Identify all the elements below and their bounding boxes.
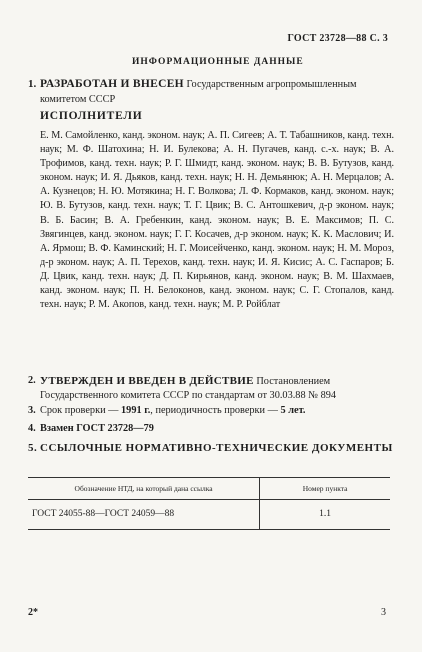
table-row (28, 500, 390, 530)
table-header-clause: Номер пункта (260, 478, 390, 500)
table-cell-document: ГОСТ 24055-88—ГОСТ 24059—88 (28, 500, 260, 530)
table-header-document: Обозначение НТД, на который дана ссылка (28, 478, 260, 500)
page-header: ГОСТ 23728—88 С. 3 (287, 33, 388, 44)
executors-heading: ИСПОЛНИТЕЛИ (40, 110, 143, 122)
section-5-number: 5. (28, 442, 38, 454)
footer-sheet-mark: 2* (28, 607, 38, 618)
info-title: ИНФОРМАЦИОННЫЕ ДАННЫЕ (132, 57, 304, 67)
section-3-number: 3. (28, 405, 36, 416)
section-4 (28, 423, 394, 434)
executors-list: Е. М. Самойленко, канд. эконом. наук; А. П. Сигеев; А. Т. Табашников, канд. техн. наук; М. Ф. Шатохина; Н. И. Булекова; А. Н. Пугачев, канд. с.-х. наук; В. А. Трофимов, канд. техн. наук; Р. Г. Шмидт, канд. эконом. наук; В. В. Бутузов, канд. эконом. наук; И. Я. Дьяков, канд. техн. наук; Н. Н. Демьянюк; А. Н. Мерцалов; А. А. Кузнецов; Н. Ю. Мотякина; Н. Г. Волкова; Л. Ф. Кормаков, канд. эконом. наук; Ю. В. Бутузов, канд. техн. наук; Т. Г. Цвик; В. С. Антошкевич, д-р эконом. наук; В. Б. Басин; В. А. Гребенкин, канд. эконом. наук; В. Е. Максимов; П. С. Звягинцев, канд. эконом. наук; Г. Г. Косачев, д-р эконом. наук; К. К. Маслович; И. А. Ярмош; В. Ф. Каминский; Н. Г. Моисейченко, канд. эконом. наук; Н. М. Мороз, д-р эконом. наук; А. П. Терехов, канд. техн. наук; И. Я. Кисис; А. С. Гаспаров; Б. Д. Цвик, канд. техн. наук; Д. П. Кирьянов, канд. эконом. наук; В. М. Шахмаев, канд. эконом. наук; П. Н. Белоконов, канд. эконом. наук; С. Г. Стопалов, канд. техн. наук; Р. М. Акопов, канд. техн. наук; М. Р. Ройблат (40, 130, 394, 311)
section-1 (28, 77, 394, 107)
page-number: 3 (381, 607, 386, 618)
table-cell-clause: 1.1 (260, 500, 390, 530)
section-2-body (40, 374, 394, 403)
section-3-mid: , периодичность проверки — (150, 405, 281, 416)
section-1-body (40, 77, 394, 107)
section-2-lead: УТВЕРЖДЕН И ВВЕДЕН В ДЕЙСТВИЕ (40, 375, 254, 387)
section-3-period: 5 лет. (280, 405, 306, 416)
reference-table (28, 477, 390, 530)
section-5-lead: ССЫЛОЧНЫЕ НОРМАТИВНО-ТЕХНИЧЕСКИЕ ДОКУМЕНТЫ (40, 442, 393, 454)
section-2-number: 2. (28, 375, 36, 386)
section-3-pre: Срок проверки — (40, 405, 122, 416)
section-5 (28, 441, 394, 455)
section-2-rest: Постановлением Государственного комитета СССР по стандартам от 30.03.88 № 894 (40, 376, 337, 401)
section-1-number: 1. (28, 78, 37, 90)
section-3-body (40, 405, 394, 416)
section-4-number: 4. (28, 423, 36, 434)
section-4-lead: Взамен ГОСТ 23728—79 (40, 423, 154, 434)
section-1-lead: РАЗРАБОТАН И ВНЕСЕН (40, 78, 184, 90)
section-5-body (40, 441, 394, 455)
section-1-rest: Государственным агропромышленным комитетом СССР (40, 79, 357, 105)
table-header-row (28, 478, 390, 500)
section-2 (28, 374, 394, 403)
section-3-year: 1991 г. (121, 405, 151, 416)
section-4-body (40, 423, 394, 434)
section-3 (28, 405, 394, 416)
